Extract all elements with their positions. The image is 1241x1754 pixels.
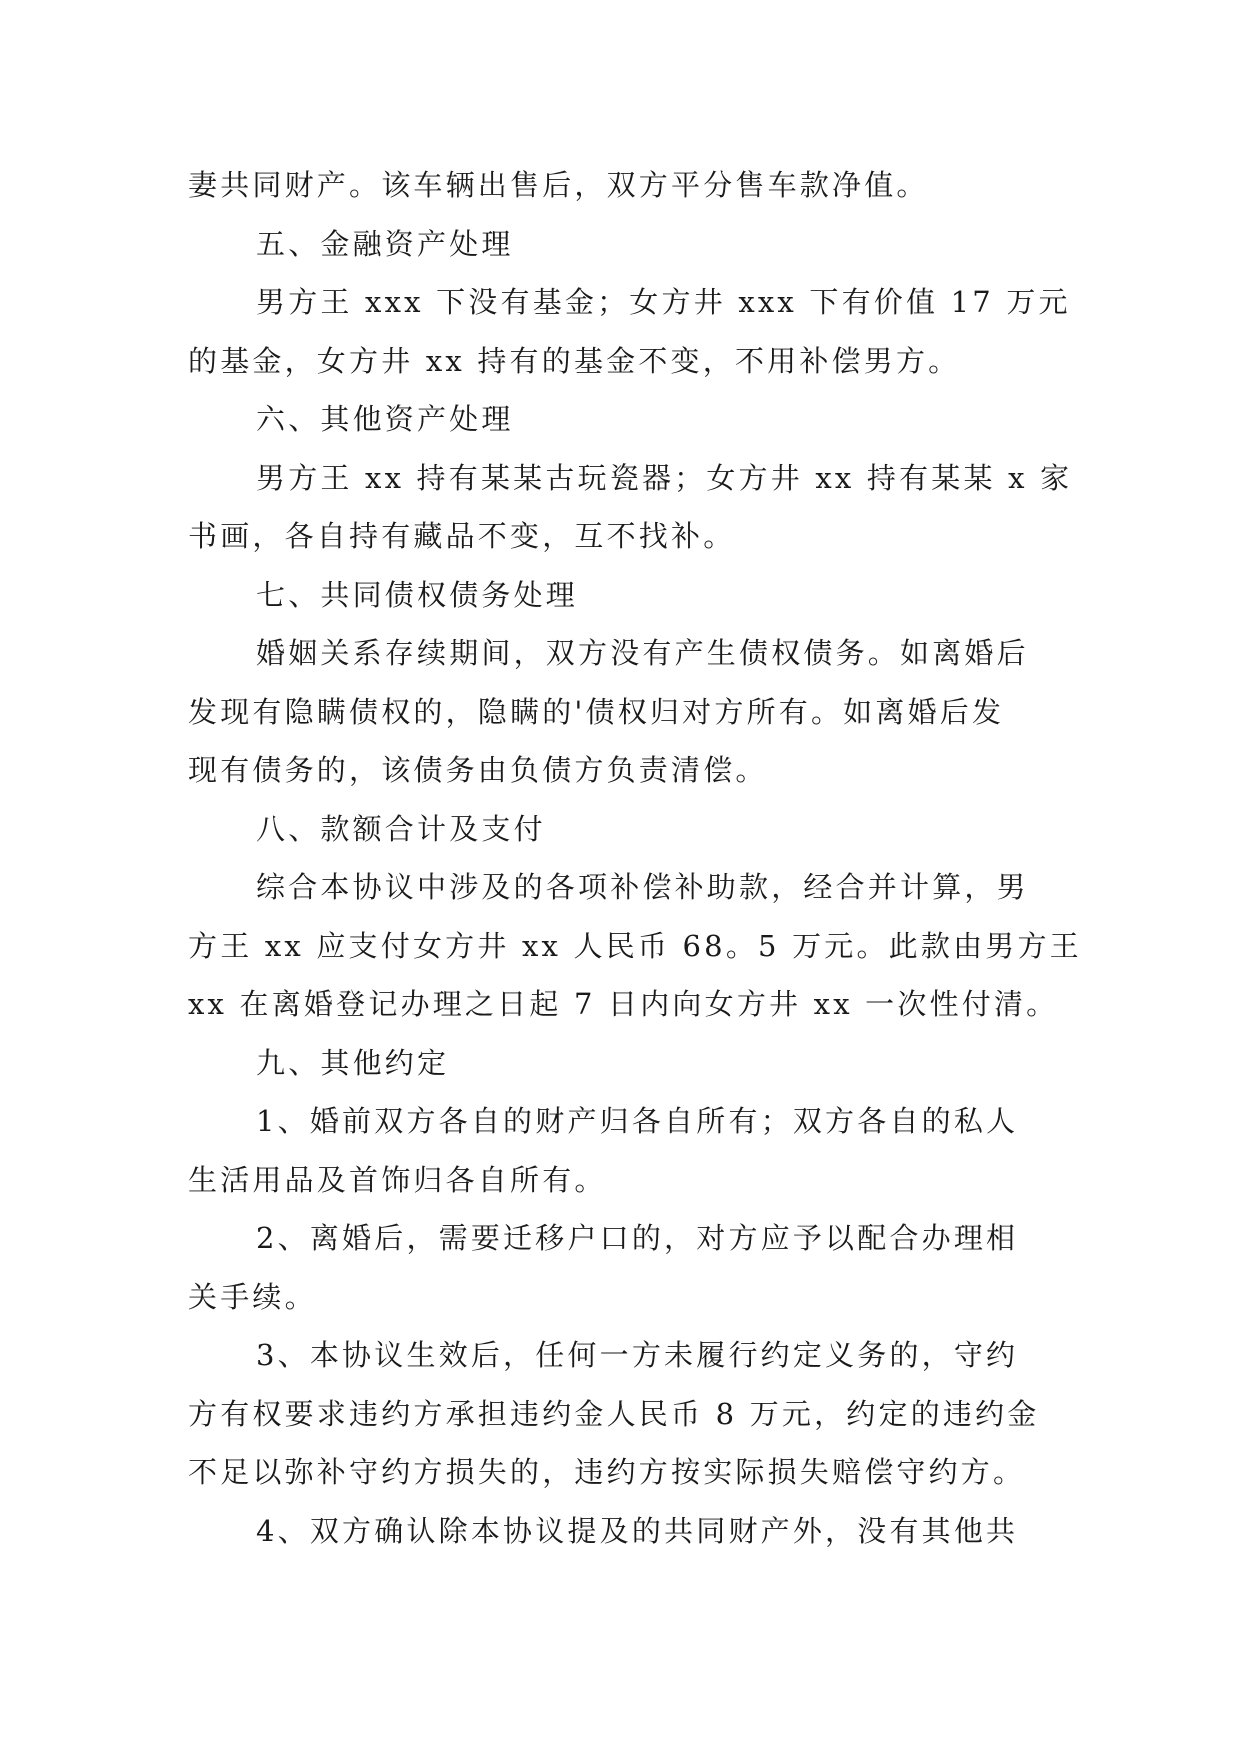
text-line: 婚姻关系存续期间，双方没有产生债权债务。如离婚后 xyxy=(256,636,1029,670)
text-line: 方王 xx 应支付女方井 xx 人民币 68。5 万元。此款由男方王 xyxy=(188,928,1082,963)
text-line: 不足以弥补守约方损失的，违约方按实际损失赔偿守约方。 xyxy=(188,1455,1026,1489)
text-line: 1、婚前双方各自的财产归各自所有；双方各自的私人 xyxy=(256,1104,1019,1138)
text-line: 综合本协议中涉及的各项补偿补助款，经合并计算，男 xyxy=(256,870,1029,904)
section-heading: 六、其他资产处理 xyxy=(256,402,514,436)
document-body xyxy=(188,156,1082,1560)
text-line: 的基金，女方井 xx 持有的基金不变，不用补偿男方。 xyxy=(188,343,961,378)
text-line: 4、双方确认除本协议提及的共同财产外，没有其他共 xyxy=(256,1513,1019,1548)
text-line: xx 在离婚登记办理之日起 7 日内向女方井 xx 一次性付清。 xyxy=(188,987,1059,1021)
text-line: 书画，各自持有藏品不变，互不找补。 xyxy=(188,519,736,553)
text-line: 生活用品及首饰归各自所有。 xyxy=(188,1162,607,1197)
text-line: 方有权要求违约方承担违约金人民币 8 万元，约定的违约金 xyxy=(188,1396,1040,1431)
text-line: 关手续。 xyxy=(188,1279,317,1314)
section-heading: 七、共同债权债务处理 xyxy=(256,577,579,612)
text-line: 3、本协议生效后，任何一方未履行约定义务的，守约 xyxy=(256,1338,1019,1372)
text-line: 发现有隐瞒债权的，隐瞒的'债权归对方所有。如离婚后发 xyxy=(188,694,1005,729)
section-heading: 九、其他约定 xyxy=(256,1045,450,1080)
text-line: 男方王 xx 持有某某古玩瓷器；女方井 xx 持有某某 x 家 xyxy=(256,460,1073,495)
text-line: 现有债务的，该债务由负债方负责清偿。 xyxy=(188,753,768,787)
text-line: 妻共同财产。该车辆出售后，双方平分售车款净值。 xyxy=(188,168,929,202)
section-heading: 八、款额合计及支付 xyxy=(256,811,546,846)
text-line: 2、离婚后，需要迁移户口的，对方应予以配合办理相 xyxy=(256,1221,1019,1255)
text-line: 男方王 xxx 下没有基金；女方井 xxx 下有价值 17 万元 xyxy=(256,285,1071,319)
section-heading: 五、金融资产处理 xyxy=(256,226,514,261)
